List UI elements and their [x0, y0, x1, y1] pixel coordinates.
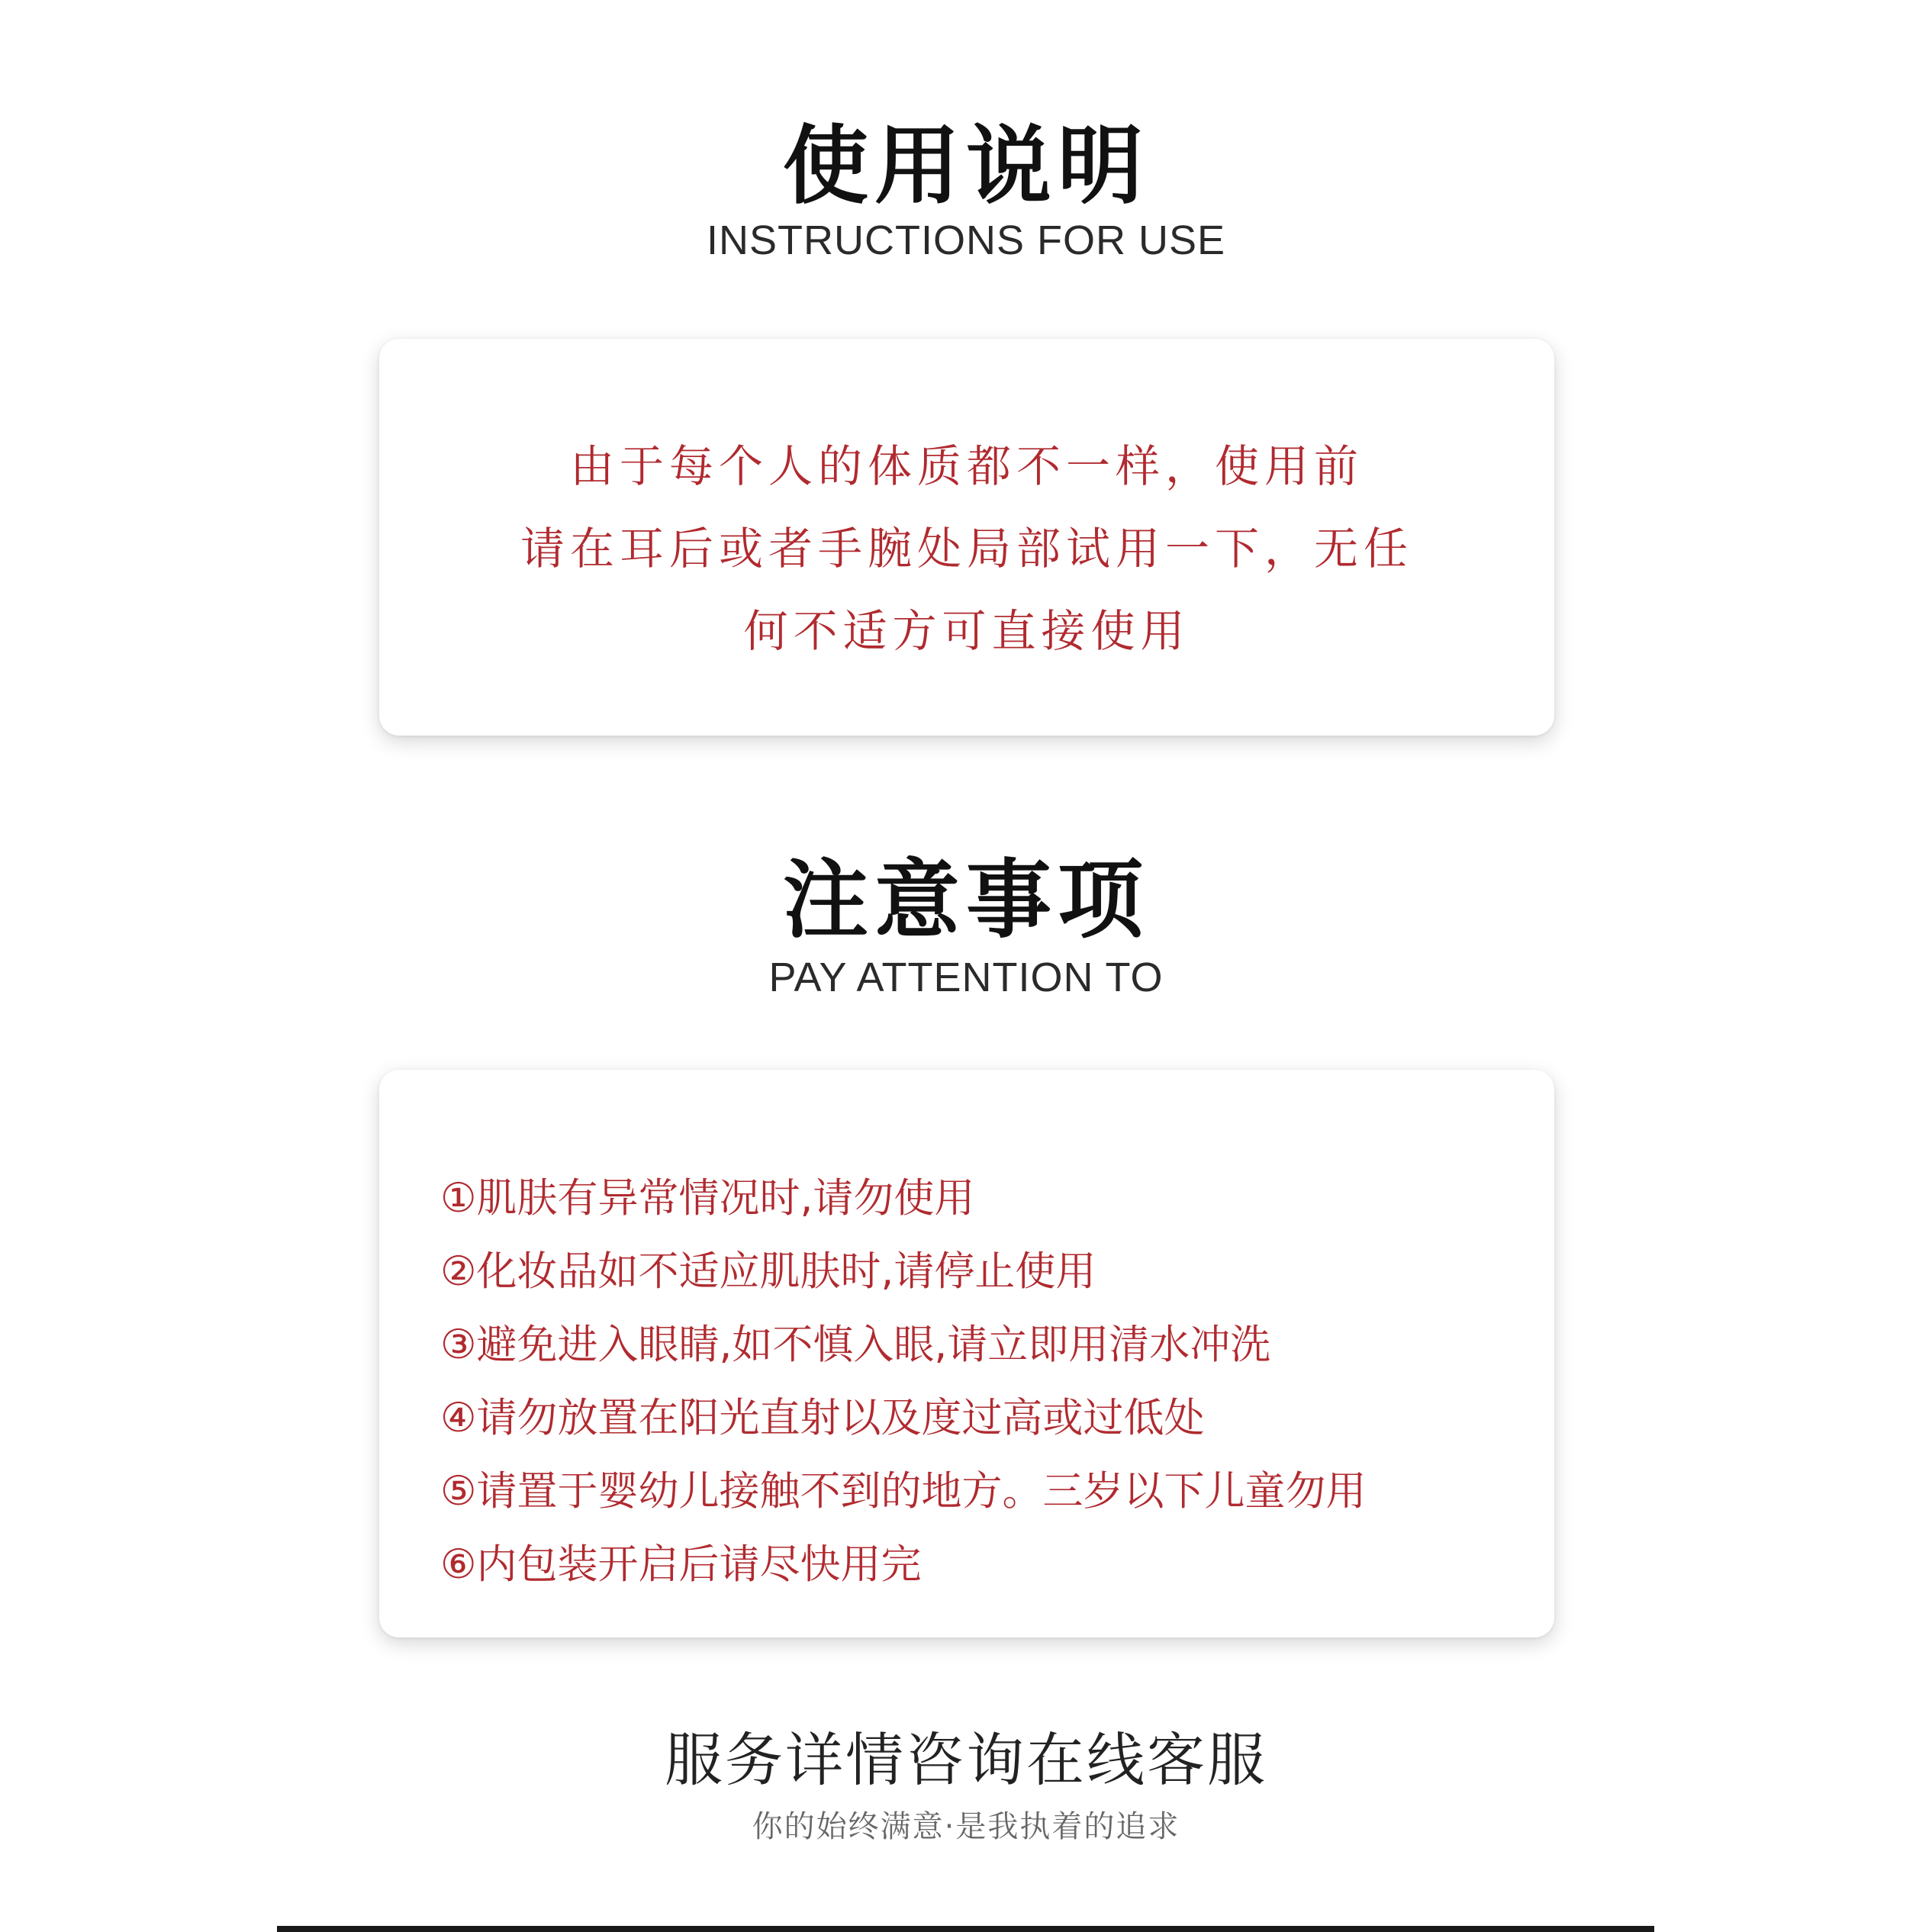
attention-item: ⑥内包装开启后请尽快用完	[440, 1541, 922, 1588]
attention-item: ②化妆品如不适应肌肤时,请停止使用	[440, 1248, 1096, 1295]
instructions-line: 请在耳后或者手腕处局部试用一下，无任	[520, 523, 1413, 575]
instructions-line: 何不适方可直接使用	[743, 605, 1190, 657]
bottom-divider	[277, 1926, 1654, 1932]
attention-title: 注意事项	[783, 851, 1149, 950]
instructions-line: 由于每个人的体质都不一样，使用前	[569, 440, 1364, 492]
instructions-subtitle: INSTRUCTIONS FOR USE	[706, 217, 1226, 263]
footer-title: 服务详情咨询在线客服	[665, 1726, 1267, 1794]
attention-item: ⑤请置于婴幼儿接触不到的地方。三岁以下儿童勿用	[440, 1468, 1367, 1515]
attention-item: ③避免进入眼睛,如不慎入眼,请立即用清水冲洗	[440, 1322, 1271, 1368]
attention-card	[379, 1070, 1554, 1637]
attention-item: ①肌肤有异常情况时,请勿使用	[440, 1175, 975, 1222]
footer-subtitle: 你的始终满意·是我执着的追求	[752, 1809, 1180, 1844]
attention-item: ④请勿放置在阳光直射以及度过高或过低处	[440, 1395, 1205, 1441]
attention-subtitle: PAY ATTENTION TO	[768, 955, 1164, 1000]
instructions-card	[379, 339, 1554, 736]
instructions-title: 使用说明	[783, 117, 1149, 216]
